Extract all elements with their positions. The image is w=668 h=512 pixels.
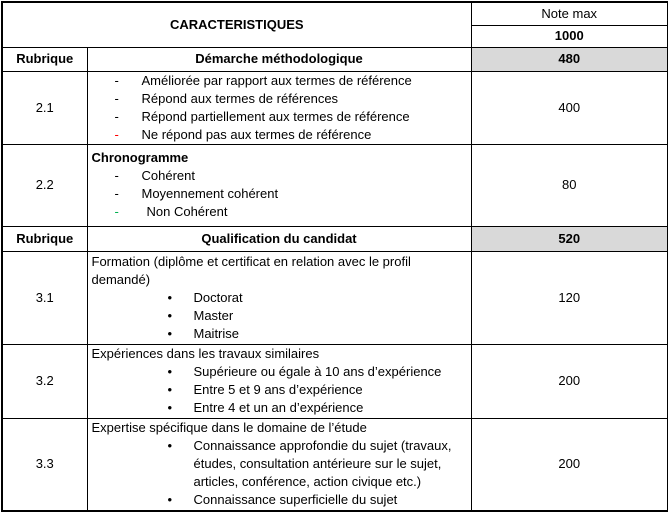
criteria-cell: [87, 144, 471, 226]
criteria-id: 3.2: [2, 344, 87, 418]
criteria-id: 2.2: [2, 144, 87, 226]
rubrique-label: Rubrique: [2, 226, 87, 251]
criteria-note: 200: [471, 344, 668, 418]
criteria-item: - Répond partiellement aux termes de référence: [92, 108, 467, 126]
criteria-cell: [87, 344, 471, 418]
criteria-intro: Formation (diplôme et certificat en relation avec le profil demandé): [91, 253, 411, 287]
criteria-item-red-dash: - Ne répond pas aux termes de référence: [92, 126, 467, 144]
section-title: Qualification du candidat: [87, 226, 471, 251]
criteria-item: • Maitrise: [92, 325, 467, 343]
criteria-cell: [87, 251, 471, 344]
criteria-item: • Entre 5 et 9 ans d’expérience: [92, 381, 467, 399]
header-row-1: [2, 2, 668, 25]
criteria-intro: Chronogramme: [91, 150, 189, 165]
criteria-intro: Expériences dans les travaux similaires: [91, 346, 320, 361]
rubrique-label: Rubrique: [2, 47, 87, 71]
criteria-id: 3.1: [2, 251, 87, 344]
section-note: 520: [471, 226, 668, 251]
criteria-item: - Répond aux termes de références: [92, 90, 467, 108]
criteria-item: • Entre 4 et un an d’expérience: [92, 399, 467, 417]
criteria-item: - Améliorée par rapport aux termes de référence: [92, 72, 467, 90]
table-row: [2, 251, 668, 344]
criteria-id: 3.3: [2, 418, 87, 511]
table-row: [2, 71, 668, 144]
criteria-item: • Connaissance superficielle du sujet: [92, 491, 467, 509]
criteria-intro: Expertise spécifique dans le domaine de l’étude: [91, 420, 367, 436]
note-max-total: 1000: [471, 25, 668, 47]
criteria-list: [92, 289, 467, 343]
caracteristiques-header: CARACTERISTIQUES: [2, 2, 471, 47]
criteria-list: [92, 167, 467, 221]
section-header-row: [2, 226, 668, 251]
criteria-note: 400: [471, 71, 668, 144]
criteria-cell: [87, 418, 471, 511]
table-row: [2, 144, 668, 226]
criteria-note: 200: [471, 418, 668, 511]
criteria-item: • Doctorat: [92, 289, 467, 307]
note-max-header: Note max: [471, 2, 668, 25]
criteria-item: • Connaissance approfondie du sujet (travaux, études, consultation antérieure sur le sujet, articles, conférence, action civique etc.): [92, 437, 467, 491]
section-title: Démarche méthodologique: [87, 47, 471, 71]
criteria-note: 120: [471, 251, 668, 344]
criteria-item: • Master: [92, 307, 467, 325]
criteria-item: • Supérieure ou égale à 10 ans d’expérience: [92, 363, 467, 381]
evaluation-table: [1, 1, 668, 512]
criteria-item: - Moyennement cohérent: [92, 185, 467, 203]
criteria-item: - Cohérent: [92, 167, 467, 185]
criteria-list: [92, 437, 467, 509]
criteria-item-green-dash: - Non Cohérent: [92, 203, 467, 221]
criteria-cell: [87, 71, 471, 144]
table-row: [2, 344, 668, 418]
table-row: [2, 418, 668, 511]
criteria-id: 2.1: [2, 71, 87, 144]
criteria-list: [92, 72, 467, 144]
section-header-row: [2, 47, 668, 71]
criteria-note: 80: [471, 144, 668, 226]
criteria-list: [92, 363, 467, 417]
section-note: 480: [471, 47, 668, 71]
